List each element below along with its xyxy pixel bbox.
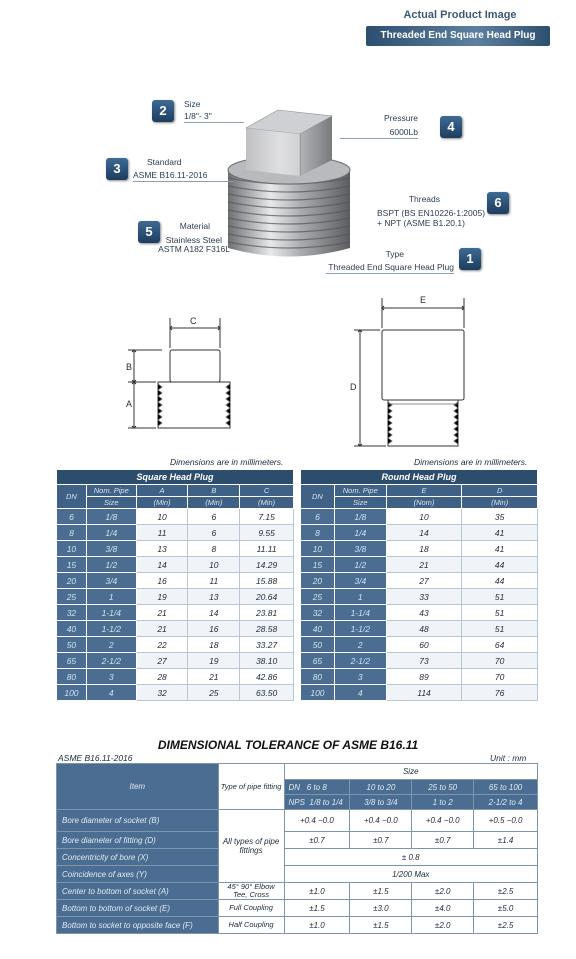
round-table-note: Dimensions are in millimeters. <box>414 457 528 467</box>
callout-material-title: Material <box>179 221 210 231</box>
square-table-row <box>57 637 294 653</box>
actual-product-label: Actual Product Image <box>403 9 517 21</box>
square-table-row <box>57 685 294 701</box>
callout-size-title: Size <box>184 99 201 109</box>
callout-threads-title: Threads <box>408 194 440 204</box>
rd-h-nps2: Size <box>334 497 386 509</box>
square-plug-drawing <box>118 314 248 434</box>
round-table-row <box>301 541 538 557</box>
callout-material-value: Stainless Steel <box>165 235 222 245</box>
tol-value: ±3.0 <box>350 900 412 917</box>
tol-value: ±0.7 <box>350 832 412 849</box>
tol-dn-2: 25 to 50 <box>412 780 474 795</box>
sq-b: 14 <box>188 605 240 621</box>
sq-nps: 3 <box>86 669 136 685</box>
sq-dn: 80 <box>57 669 87 685</box>
rd-dn: 8 <box>301 525 335 541</box>
sq-dn: 50 <box>57 637 87 653</box>
tolerance-standard: ASME B16.11-2016 <box>58 753 133 763</box>
sq-nps: 3/4 <box>86 573 136 589</box>
callout-threads-value2: + NPT (ASME B1.20.1) <box>377 218 465 228</box>
sq-dn: 20 <box>57 573 87 589</box>
tol-nps-3: 2-1/2 to 4 <box>474 795 538 810</box>
rd-nps: 1-1/4 <box>334 605 386 621</box>
rd-h-nps1: Nom. Pipe <box>334 485 386 497</box>
sq-a: 21 <box>136 605 188 621</box>
rd-dn: 15 <box>301 557 335 573</box>
rd-dn: 80 <box>301 669 335 685</box>
sq-b: 16 <box>188 621 240 637</box>
tol-row-type: Full Coupling <box>218 900 284 917</box>
rd-nps: 4 <box>334 685 386 701</box>
rd-e: 21 <box>386 557 462 573</box>
tol-row-type: Half Coupling <box>218 917 284 934</box>
sq-h-nps1: Nom. Pipe <box>86 485 136 497</box>
sq-nps: 1/2 <box>86 557 136 573</box>
rd-e: 14 <box>386 525 462 541</box>
square-table-note: Dimensions are in millimeters. <box>170 457 284 467</box>
sq-h-b1: B <box>188 485 240 497</box>
callout-pressure-title: Pressure <box>383 113 418 123</box>
tol-row-item: Bore diameter of socket (B) <box>57 810 219 832</box>
rd-h-dn: DN <box>301 485 335 509</box>
tol-value: ±1.5 <box>350 917 412 934</box>
tol-nps-2: 1 to 2 <box>412 795 474 810</box>
tol-item-header: Item <box>57 764 219 810</box>
square-table-row <box>57 669 294 685</box>
sq-dn: 10 <box>57 541 87 557</box>
square-table-title: Square Head Plug <box>57 470 294 485</box>
rd-e: 43 <box>386 605 462 621</box>
round-table-row <box>301 573 538 589</box>
sq-b: 6 <box>188 525 240 541</box>
callout-standard-title: Standard <box>147 157 182 167</box>
callout-type-value: Threaded End Square Head Plug <box>326 262 454 274</box>
square-table-row <box>57 557 294 573</box>
tol-value: ±1.0 <box>284 917 350 934</box>
sq-a: 21 <box>136 621 188 637</box>
rd-e: 114 <box>386 685 462 701</box>
rd-e: 60 <box>386 637 462 653</box>
rd-dn: 40 <box>301 621 335 637</box>
square-table-row <box>57 541 294 557</box>
sq-a: 13 <box>136 541 188 557</box>
sq-b: 13 <box>188 589 240 605</box>
rd-dn: 65 <box>301 653 335 669</box>
tolerance-title: DIMENSIONAL TOLERANCE OF ASME B16.11 <box>157 738 419 752</box>
callout-size-value: 1/8"- 3" <box>184 111 244 123</box>
round-plug-drawing <box>340 294 480 454</box>
tolerance-row <box>57 900 538 917</box>
sq-nps: 1/8 <box>86 509 136 525</box>
sq-b: 11 <box>188 573 240 589</box>
rd-h-d1: D <box>462 485 538 497</box>
tol-value: ±2.0 <box>412 917 474 934</box>
callout-badge-2: 2 <box>152 100 174 122</box>
rd-d: 76 <box>462 685 538 701</box>
square-table-row <box>57 589 294 605</box>
sq-h-nps2: Size <box>86 497 136 509</box>
tolerance-row <box>57 866 538 883</box>
tol-row-item: Center to bottom of socket (A) <box>57 883 219 900</box>
rd-e: 73 <box>386 653 462 669</box>
sq-a: 14 <box>136 557 188 573</box>
tolerance-row <box>57 832 538 849</box>
callout-badge-6: 6 <box>487 192 509 214</box>
tolerance-unit: Unit : mm <box>490 753 527 763</box>
rd-nps: 1/2 <box>334 557 386 573</box>
rd-h-e1: E <box>386 485 462 497</box>
rd-e: 27 <box>386 573 462 589</box>
tol-value: ±1.0 <box>284 883 350 900</box>
rd-dn: 32 <box>301 605 335 621</box>
rd-d: 44 <box>462 573 538 589</box>
sq-nps: 3/8 <box>86 541 136 557</box>
sq-h-a1: A <box>136 485 188 497</box>
sq-nps: 4 <box>86 685 136 701</box>
rd-dn: 10 <box>301 541 335 557</box>
round-table-row <box>301 669 538 685</box>
sq-dn: 25 <box>57 589 87 605</box>
rd-dn: 50 <box>301 637 335 653</box>
tol-dn-label: DN <box>288 782 301 792</box>
tol-type-header: Type of pipe fitting <box>218 764 284 810</box>
sq-c: 63.50 <box>240 685 294 701</box>
rd-nps: 2 <box>334 637 386 653</box>
sq-b: 6 <box>188 509 240 525</box>
rd-e: 89 <box>386 669 462 685</box>
round-head-table <box>300 469 538 701</box>
rd-e: 33 <box>386 589 462 605</box>
tol-row-type: 45° 90° Elbow Tee, Cross <box>218 883 284 900</box>
sq-dn: 8 <box>57 525 87 541</box>
sq-nps: 1 <box>86 589 136 605</box>
sq-c: 28.58 <box>240 621 294 637</box>
round-table-row <box>301 685 538 701</box>
sq-dn: 65 <box>57 653 87 669</box>
tol-value: ±4.0 <box>412 900 474 917</box>
sq-nps: 1/4 <box>86 525 136 541</box>
tol-size-header: Size <box>284 764 537 780</box>
round-table-row <box>301 605 538 621</box>
rd-nps: 3/4 <box>334 573 386 589</box>
callout-material-value2: ASTM A182 F316L <box>158 244 230 254</box>
square-table-row <box>57 605 294 621</box>
rd-e: 48 <box>386 621 462 637</box>
sq-c: 23.81 <box>240 605 294 621</box>
sq-a: 19 <box>136 589 188 605</box>
square-table-row <box>57 525 294 541</box>
tol-value: ±1.5 <box>284 900 350 917</box>
tol-row-item: Bore diameter of fitting (D) <box>57 832 219 849</box>
sq-b: 18 <box>188 637 240 653</box>
rd-dn: 20 <box>301 573 335 589</box>
sq-c: 38.10 <box>240 653 294 669</box>
sq-nps: 2 <box>86 637 136 653</box>
rd-nps: 3 <box>334 669 386 685</box>
callout-standard-value: ASME B16.11-2016 <box>133 170 233 182</box>
tol-value: +0.5 −0.0 <box>474 810 538 832</box>
rd-nps: 1 <box>334 589 386 605</box>
sq-dn: 32 <box>57 605 87 621</box>
dim-label-a: A <box>126 399 133 409</box>
sq-b: 10 <box>188 557 240 573</box>
rd-nps: 2-1/2 <box>334 653 386 669</box>
rd-e: 18 <box>386 541 462 557</box>
round-table-row <box>301 589 538 605</box>
sq-a: 11 <box>136 525 188 541</box>
tol-dn-3: 65 to 100 <box>474 780 538 795</box>
sq-dn: 6 <box>57 509 87 525</box>
tolerance-row <box>57 917 538 934</box>
square-table-row <box>57 573 294 589</box>
rd-d: 44 <box>462 557 538 573</box>
sq-c: 11.11 <box>240 541 294 557</box>
tol-row-item: Bottom to socket to opposite face (F) <box>57 917 219 934</box>
rd-d: 70 <box>462 669 538 685</box>
callout-badge-1: 1 <box>459 248 481 270</box>
tolerance-row <box>57 810 538 832</box>
tol-row-item: Concentricity of bore (X) <box>57 849 219 866</box>
sq-c: 7.15 <box>240 509 294 525</box>
callout-threads-value: BSPT (BS EN10226-1:2005) <box>377 208 486 218</box>
tol-value: ±1.4 <box>474 832 538 849</box>
rd-dn: 100 <box>301 685 335 701</box>
sq-a: 28 <box>136 669 188 685</box>
sq-b: 25 <box>188 685 240 701</box>
sq-a: 32 <box>136 685 188 701</box>
sq-a: 27 <box>136 653 188 669</box>
callout-badge-5: 5 <box>138 221 160 243</box>
tol-row-item: Bottom to bottom of socket (E) <box>57 900 219 917</box>
sq-b: 21 <box>188 669 240 685</box>
sq-nps: 1-1/2 <box>86 621 136 637</box>
square-table-row <box>57 653 294 669</box>
round-table-row <box>301 637 538 653</box>
round-table-row <box>301 525 538 541</box>
tol-dn-0: 6 to 8 <box>306 782 327 792</box>
tol-value: ±2.5 <box>474 917 538 934</box>
rd-nps: 3/8 <box>334 541 386 557</box>
sq-h-dn: DN <box>57 485 87 509</box>
rd-d: 70 <box>462 653 538 669</box>
tol-value: ±0.7 <box>412 832 474 849</box>
rd-h-d2: (Min) <box>462 497 538 509</box>
tol-nps-0: 1/8 to 1/4 <box>309 797 343 807</box>
dim-label-d: D <box>350 382 357 392</box>
sq-c: 42.86 <box>240 669 294 685</box>
round-table-row <box>301 557 538 573</box>
sq-dn: 40 <box>57 621 87 637</box>
rd-d: 51 <box>462 589 538 605</box>
rd-d: 35 <box>462 509 538 525</box>
callout-type-title: Type <box>385 249 404 259</box>
sq-h-b2: (Min) <box>188 497 240 509</box>
round-table-row <box>301 509 538 525</box>
rd-dn: 25 <box>301 589 335 605</box>
tol-value: ±0.7 <box>284 832 350 849</box>
sq-c: 20.64 <box>240 589 294 605</box>
dim-label-b: B <box>126 362 133 372</box>
tol-row-item: Coincidence of axes (Y) <box>57 866 219 883</box>
round-table-title: Round Head Plug <box>301 470 538 485</box>
sq-b: 19 <box>188 653 240 669</box>
tolerance-row <box>57 849 538 866</box>
dim-label-e: E <box>420 295 427 305</box>
square-table-row <box>57 509 294 525</box>
sq-nps: 1-1/4 <box>86 605 136 621</box>
rd-d: 51 <box>462 605 538 621</box>
sq-c: 33.27 <box>240 637 294 653</box>
rd-nps: 1/4 <box>334 525 386 541</box>
tol-value: +0.4 −0.0 <box>350 810 412 832</box>
rd-nps: 1-1/2 <box>334 621 386 637</box>
rd-nps: 1/8 <box>334 509 386 525</box>
tol-value: ±2.5 <box>474 883 538 900</box>
sq-c: 15.88 <box>240 573 294 589</box>
round-table-row <box>301 653 538 669</box>
tol-row-span: 1/200 Max <box>284 866 537 883</box>
product-name-banner: Threaded End Square Head Plug <box>366 26 550 46</box>
tol-value: ±2.0 <box>412 883 474 900</box>
sq-h-c2: (Min) <box>240 497 294 509</box>
sq-a: 10 <box>136 509 188 525</box>
rd-d: 41 <box>462 541 538 557</box>
tol-group-all: All types of pipe fittings <box>218 810 284 883</box>
tolerance-table <box>56 763 538 934</box>
rd-e: 10 <box>386 509 462 525</box>
sq-nps: 2-1/2 <box>86 653 136 669</box>
sq-dn: 15 <box>57 557 87 573</box>
callout-badge-4: 4 <box>440 116 462 138</box>
rd-d: 41 <box>462 525 538 541</box>
tol-dn-1: 10 to 20 <box>350 780 412 795</box>
tolerance-row <box>57 883 538 900</box>
sq-dn: 100 <box>57 685 87 701</box>
tol-value: +0.4 −0.0 <box>412 810 474 832</box>
rd-h-e2: (Nom) <box>386 497 462 509</box>
sq-c: 9.55 <box>240 525 294 541</box>
tol-value: +0.4 −0.0 <box>284 810 350 832</box>
round-table-row <box>301 621 538 637</box>
tol-nps-label: NPS <box>288 797 305 807</box>
rd-d: 51 <box>462 621 538 637</box>
sq-a: 16 <box>136 573 188 589</box>
square-table-row <box>57 621 294 637</box>
tol-nps-1: 3/8 to 3/4 <box>350 795 412 810</box>
square-head-table <box>56 469 294 701</box>
sq-b: 8 <box>188 541 240 557</box>
callout-pressure-value: 6000Lb <box>340 127 418 139</box>
sq-h-a2: (Min) <box>136 497 188 509</box>
tol-value: ±1.5 <box>350 883 412 900</box>
callout-badge-3: 3 <box>106 158 128 180</box>
sq-c: 14.29 <box>240 557 294 573</box>
sq-a: 22 <box>136 637 188 653</box>
tol-row-span: ± 0.8 <box>284 849 537 866</box>
tol-value: ±5.0 <box>474 900 538 917</box>
dim-label-c: C <box>190 316 197 326</box>
sq-h-c1: C <box>240 485 294 497</box>
rd-dn: 6 <box>301 509 335 525</box>
rd-d: 64 <box>462 637 538 653</box>
